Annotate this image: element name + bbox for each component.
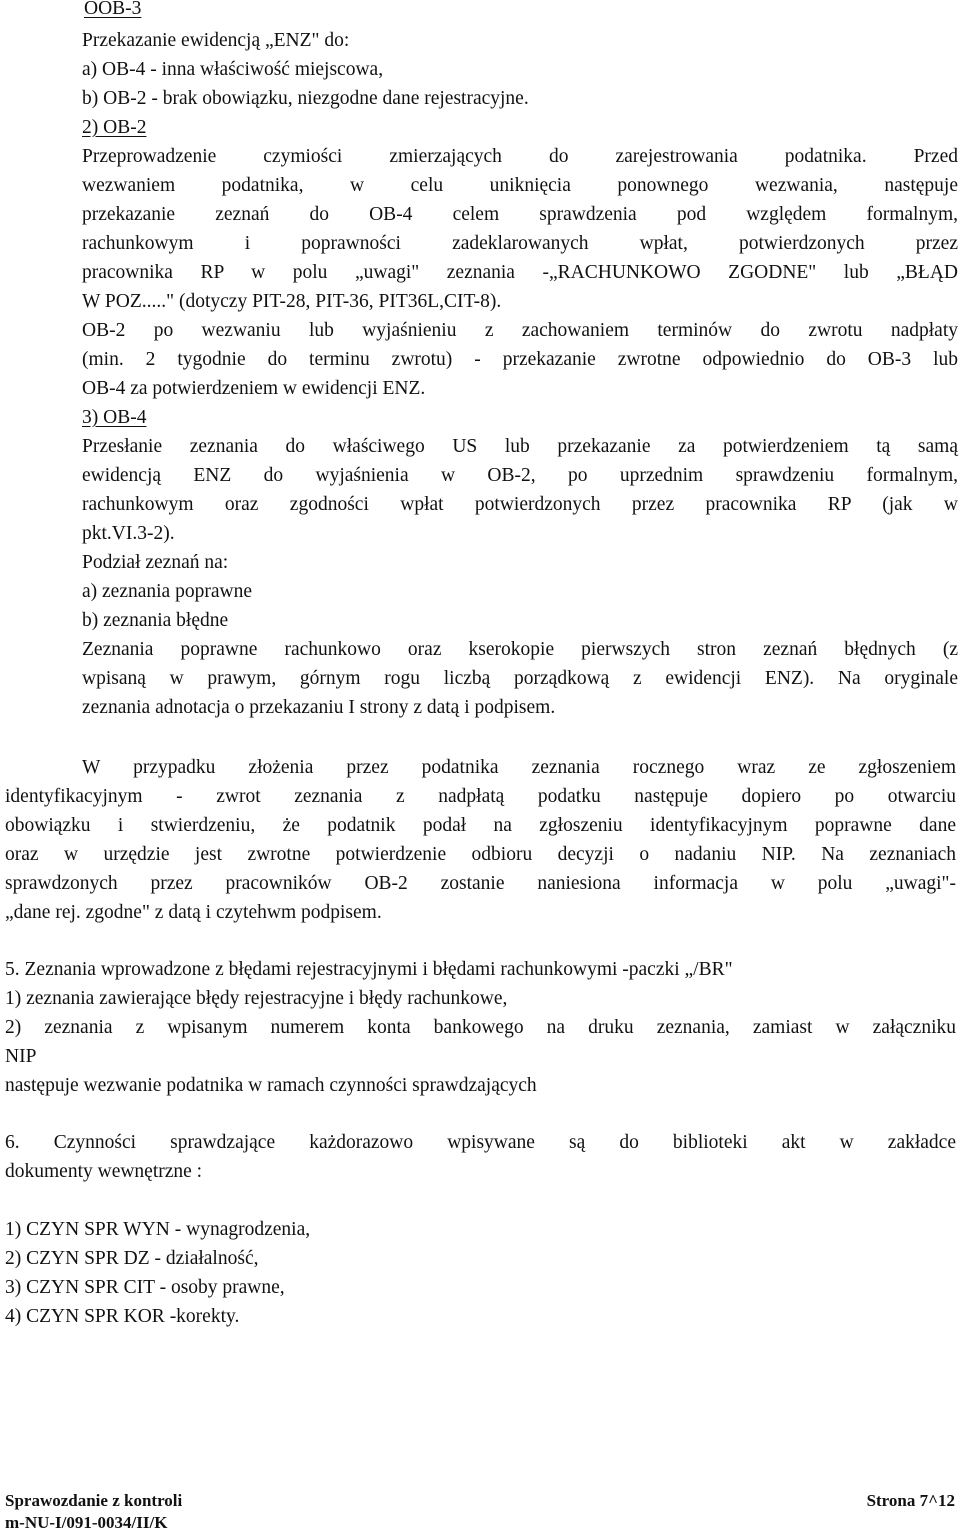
text-line: rachunkowym oraz zgodności wpłat potwierdzonych przez pracownika RP (jak w [82,494,958,515]
text-line: OB-2 po wezwaniu lub wyjaśnieniu z zachowaniem terminów do zwrotu nadpłaty [82,320,958,341]
point-6-heading: 6. Czynności sprawdzające każdorazowo wpisywane są do biblioteki akt w zakładce [5,1132,956,1153]
text-line: NIP [5,1046,37,1067]
text-line: rachunkowym i poprawności zadeklarowanych wpłat, potwierdzonych przez [82,233,958,254]
text-line: 1) zeznania zawierające błędy rejestracyjne i błędy rachunkowe, [5,988,508,1009]
text-line: OB-4 za potwierdzeniem w ewidencji ENZ. [82,378,426,399]
list-item: 2) CZYN SPR DZ - działalność, [5,1248,259,1269]
text-line: „dane rej. zgodne" z datą i czytehwm podpisem. [5,902,382,923]
text-line: wezwaniem podatnika, w celu uniknięcia ponownego wezwania, następuje [82,175,958,196]
text-line: pkt.VI.3-2). [82,523,175,544]
list-item: 4) CZYN SPR KOR -korekty. [5,1306,240,1327]
text-line: Przeprowadzenie czymiości zmierzających do zarejestrowania podatnika. Przed [82,146,958,167]
section-heading-ob4-text: 3) OB-4 [82,407,147,428]
text-line: przekazanie zeznań do OB-4 celem sprawdzenia pod względem formalnym, [82,204,958,225]
text-line: następuje wezwanie podatnika w ramach czynności sprawdzających [5,1075,537,1096]
text-line: wpisaną w prawym, górnym rogu liczbą porządkową z ewidencji ENZ). Na oryginale [82,668,958,689]
footer-page-number: Strona 7^12 [866,1491,955,1510]
section-heading-ob2-text: 2) OB-2 [82,117,147,138]
text-line: Przesłanie zeznania do właściwego US lub przekazanie za potwierdzeniem tą samą [82,436,958,457]
footer-report-code: m-NU-I/091-0034/II/K [5,1513,168,1532]
text-line: Podział zeznań na: [82,552,229,573]
text-line: identyfikacyjnym - zwrot zeznania z nadpłatą podatku następuje dopiero po otwarciu [5,786,956,807]
text-line: 2) zeznania z wpisanym numerem konta bankowego na druku zeznania, zamiast w załączniku [5,1017,956,1038]
text-line: Zeznania poprawne rachunkowo oraz kserokopie pierwszych stron zeznań błędnych (z [82,639,958,660]
text-line: dokumenty wewnętrzne : [5,1161,203,1182]
text-line: W POZ....." (dotyczy PIT-28, PIT-36, PIT36L,CIT-8). [82,291,502,312]
footer-report-title: Sprawozdanie z kontroli [5,1491,183,1510]
text-line: a) zeznania poprawne [82,581,252,602]
text-line: ewidencją ENZ do wyjaśnienia w OB-2, po uprzednim sprawdzeniu formalnym, [82,465,958,486]
section-heading-ob2 [82,115,146,141]
list-item: 1) CZYN SPR WYN - wynagrodzenia, [5,1219,311,1240]
point-5-heading: 5. Zeznania wprowadzone z błędami rejestracyjnymi i błędami rachunkowymi -paczki „/BR" [5,959,733,980]
text-line: sprawdzonych przez pracowników OB-2 zostanie naniesiona informacja w polu „uwagi"- [5,873,956,894]
section-heading-ob4 [82,405,146,431]
text-line: W przypadku złożenia przez podatnika zeznania rocznego wraz ze zgłoszeniem [82,757,956,778]
list-item: 3) CZYN SPR CIT - osoby prawne, [5,1277,285,1298]
text-line: pracownika RP w polu „uwagi" zeznania -„RACHUNKOWO ZGODNE" lub „BŁĄD [82,262,958,283]
text-line: zeznania adnotacja o przekazaniu I strony z datą i podpisem. [82,697,556,718]
text-line: obowiązku i stwierdzeniu, że podatnik podał na zgłoszeniu identyfikacyjnym poprawne dane [5,815,956,836]
text-line: a) OB-4 - inna właściwość miejscowa, [82,59,384,80]
section-heading-ob3: OOB-3 [84,0,142,19]
text-line: (min. 2 tygodnie do terminu zwrotu) - przekazanie zwrotne odpowiednio do OB-3 lub [82,349,958,370]
text-line: b) OB-2 - brak obowiązku, niezgodne dane rejestracyjne. [82,88,529,109]
text-line: b) zeznania błędne [82,610,229,631]
text-line: Przekazanie ewidencją „ENZ" do: [82,30,350,51]
text-line: oraz w urzędzie jest zwrotne potwierdzenie odbioru decyzji o nadaniu NIP. Na zeznaniach [5,844,956,865]
